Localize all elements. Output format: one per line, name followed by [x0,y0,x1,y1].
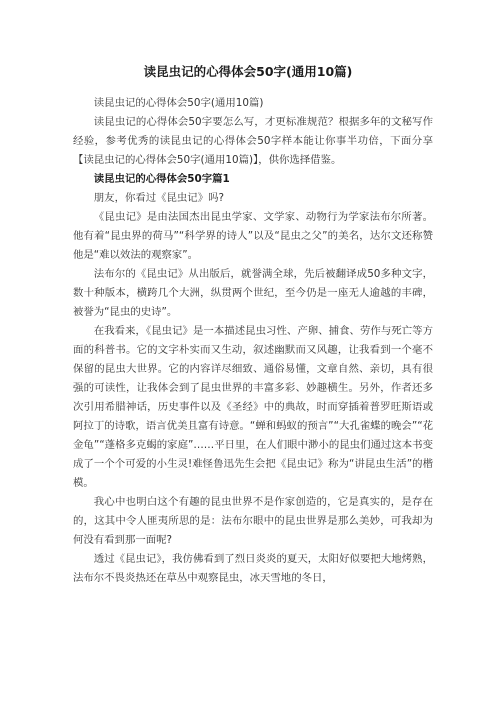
document-body [73,94,433,588]
paragraph: 我心中也明白这个有趣的昆虫世界不是作家创造的，它是真实的，是存在的，这其中令人匪夷所思的是：法布尔眼中的昆虫世界是那么美妙，可我却为何没有看到那一面呢? [73,496,433,546]
paragraph-subtitle: 读昆虫记的心得体会50字(通用10篇) [93,97,264,109]
paragraph: 在我看来，《昆虫记》是一本描述昆虫习性、产卵、捕食、劳作与死亡等方面的科普书。它的文字朴实而又生动，叙述幽默而又风趣，让我看到一个毫不保留的昆虫大世界。它的内容详尽细致、通俗易懂，文章自然、亲切，具有很强的可读性，让我体会到了昆虫世界的丰富多彩、妙趣横生。另外，作者还多次引用希腊神话，历史事件以及《圣经》中的典故，时而穿插着普罗旺斯语或阿拉丁的诗歌，语言优美且富有诗意。“蝉和蚂蚁的预言”“大孔雀蝶的晚会”“花金龟”“蓬格多克蝎的家庭”……平日里，在人们眼中渺小的昆虫们通过这本书变成了一个个可爱的小生灵!难怪鲁迅先生会把《昆虫记》称为“讲昆虫生活”的楷模。 [73,325,433,489]
section-heading: 读昆虫记的心得体会50字篇1 [93,173,230,185]
paragraph: 法布尔的《昆虫记》从出版后，就誉满全球，先后被翻译成50多种文字，数十种版本，横跨几个大洲，纵贯两个世纪，至今仍是一座无人逾越的丰碑，被誉为“昆虫的史诗”。 [73,268,433,318]
paragraph: 朋友，你看过《昆虫记》吗? [93,192,224,204]
paragraph: 《昆虫记》是由法国杰出昆虫学家、文学家、动物行为学家法布尔所著。他有着“昆虫界的荷马”“科学界的诗人”以及“昆虫之父”的美名，达尔文还称赞他是“难以效法的观察家”。 [73,211,433,261]
document-title: 读昆虫记的心得体会50字(通用10篇) [143,64,353,79]
paragraph-intro: 读昆虫记的心得体会50字要怎么写，才更标准规范？根据多年的文秘写作经验，参考优秀的读昆虫记的心得体会50字样本能让你事半功倍，下面分享【读昆虫记的心得体会50字(通用10篇)】，供你选择借鉴。 [73,116,433,166]
paragraph: 透过《昆虫记》，我仿佛看到了烈日炎炎的夏天，太阳好似要把大地烤熟，法布尔不畏炎热还在草丛中观察昆虫，冰天雪地的冬日， [73,553,433,584]
